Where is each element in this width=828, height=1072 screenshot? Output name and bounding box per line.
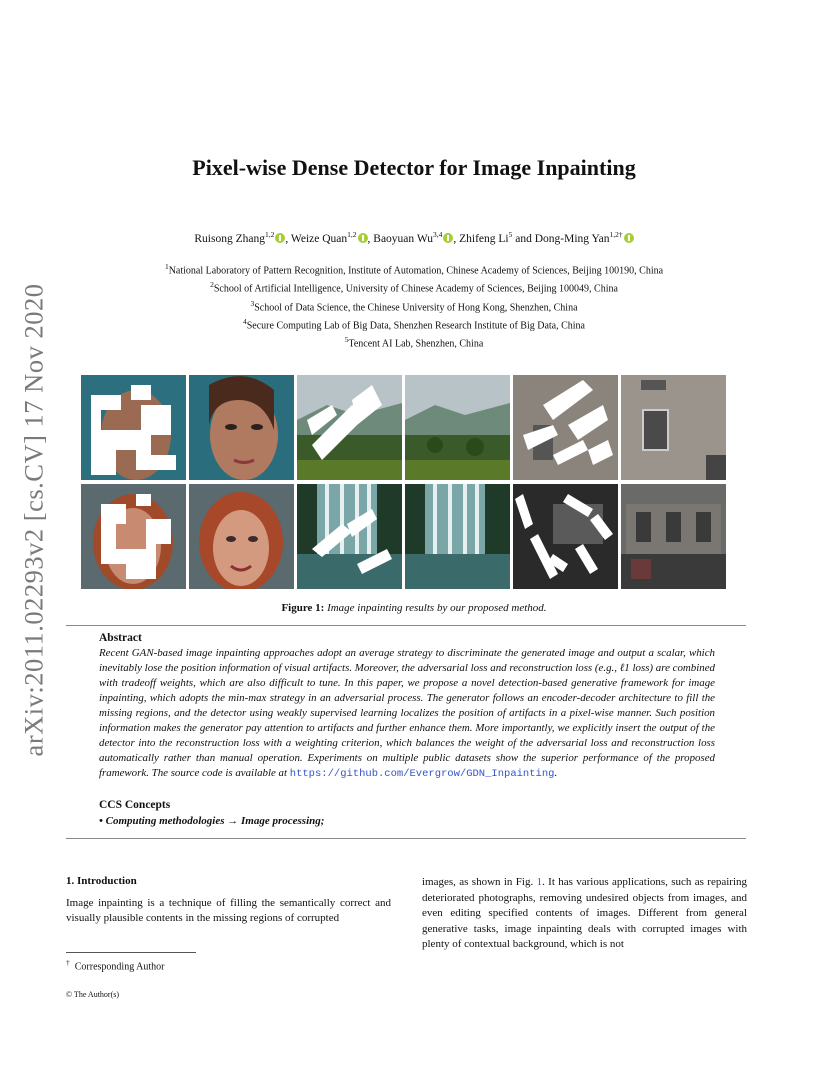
author: Ruisong Zhang$^{1,2}$ xyxy=(194,233,285,245)
author: Weize Quan$^{1,2}$ xyxy=(291,233,368,245)
affiliation: $^3$School of Data Science, the Chinese University of Hong Kong, Shenzhen, China xyxy=(250,298,578,313)
author: Zhifeng Li$^5$ xyxy=(459,230,513,245)
section-heading: 1. Introduction xyxy=(66,875,137,887)
figure-caption: Figure 1: Image inpainting results by our proposed method. xyxy=(281,602,547,614)
arxiv-stamp: arXiv:2011.02293v2 [cs.CV] 17 Nov 2020 xyxy=(18,283,49,757)
copyright: © The Author(s) xyxy=(66,990,120,999)
abstract-body: Recent GAN-based image inpainting approaches adopt an average strategy to discriminate the generated image and output a scalar, which inevitably lose the position information of visual artifacts. Moreover, the adversarial loss and reconstruction loss (e.g., ℓ1 loss) are combined with tradeoff weights, which are also difficult to tune. In this paper, we propose a novel detection-based generative framework for image inpainting, which adopts the min-max strategy in an adversarial process. The generator follows an encoder-decoder architecture to fill the missing regions, and the detector using weakly supervised learning localizes the position of artifacts in a pixel-wise manner. Such position information makes the generator pay attention to artifacts and further enhance them. More importantly, we explicitly insert the output of the detector into the reconstruction loss with a weighting criterion, which balances the weight of the adversarial loss and reconstruction loss automatically rather than manual operation. Experiments on multiple public datasets show the superior performance of the proposed framework. The source code is available at https://github.com/Evergrow/GDN_Inpainting. xyxy=(99,647,715,780)
divider xyxy=(66,625,746,626)
author-list: Ruisong Zhang$^{1,2}$ , Weize Quan$^{1,2}$ , Baoyuan Wu$^{3,4}$ , Zhifeng Li$^5$ and Dong-Ming Yan$^{1,2\dagger}$ xyxy=(0,230,828,245)
masked-face-image xyxy=(81,375,186,480)
affiliation: $^5$Tencent AI Lab, Shenzhen, China xyxy=(344,335,484,350)
orcid-icon[interactable] xyxy=(624,233,634,243)
affiliation: $^4$Secure Computing Lab of Big Data, Shenzhen Research Institute of Big Data, China xyxy=(242,316,585,332)
inpainted-face-image xyxy=(189,484,294,589)
intro-column-right: images, as shown in Fig. 1. It has various applications, such as repairing deteriorated photographs, removing undesired objects from images, and even editing specified contents of images. Different from general generative tasks, image inpainting deals with corrupted images with plenty of contextual background, which is not xyxy=(422,876,747,950)
inpainted-face-image xyxy=(189,375,294,480)
masked-waterfall-image xyxy=(297,484,402,589)
orcid-icon[interactable] xyxy=(443,233,453,243)
inpainted-landscape-image xyxy=(405,375,510,480)
masked-building-image xyxy=(513,375,618,480)
abstract-heading: Abstract xyxy=(99,632,142,644)
divider xyxy=(66,838,746,839)
inpainted-waterfall-image xyxy=(405,484,510,589)
inpainted-street-image xyxy=(621,484,726,589)
author: Baoyuan Wu$^{3,4}$ xyxy=(373,233,453,245)
masked-landscape-image xyxy=(297,375,402,480)
affiliations xyxy=(0,260,828,352)
figure-image-grid xyxy=(81,375,727,589)
affiliation: $^1$National Laboratory of Pattern Recognition, Institute of Automation, Chinese Academy of Sciences, Beijing 100190, China xyxy=(164,262,664,277)
masked-face-image xyxy=(81,484,186,589)
masked-street-image xyxy=(513,484,618,589)
ccs-heading: CCS Concepts xyxy=(99,799,171,811)
affiliation: $^2$School of Artificial Intelligence, University of Chinese Academy of Sciences, Beijing 100049, China xyxy=(210,280,618,295)
footnote: † Corresponding Author xyxy=(66,958,165,973)
author: Dong-Ming Yan$^{1,2\dagger}$ xyxy=(535,233,634,245)
paper-title: Pixel-wise Dense Detector for Image Inpainting xyxy=(192,155,636,180)
orcid-icon[interactable] xyxy=(275,233,285,243)
source-code-link[interactable]: https://github.com/Evergrow/GDN_Inpainting xyxy=(289,768,555,780)
footnote-rule xyxy=(66,952,196,953)
ccs-concept: • Computing methodologies → Image processing; xyxy=(99,815,325,827)
intro-column-left: Image inpainting is a technique of filling the semantically correct and visually plausible contents in the missing regions of corrupted xyxy=(66,897,391,924)
orcid-icon[interactable] xyxy=(358,233,368,243)
inpainted-building-image xyxy=(621,375,726,480)
figure-reference-link[interactable]: 1 xyxy=(536,876,543,888)
